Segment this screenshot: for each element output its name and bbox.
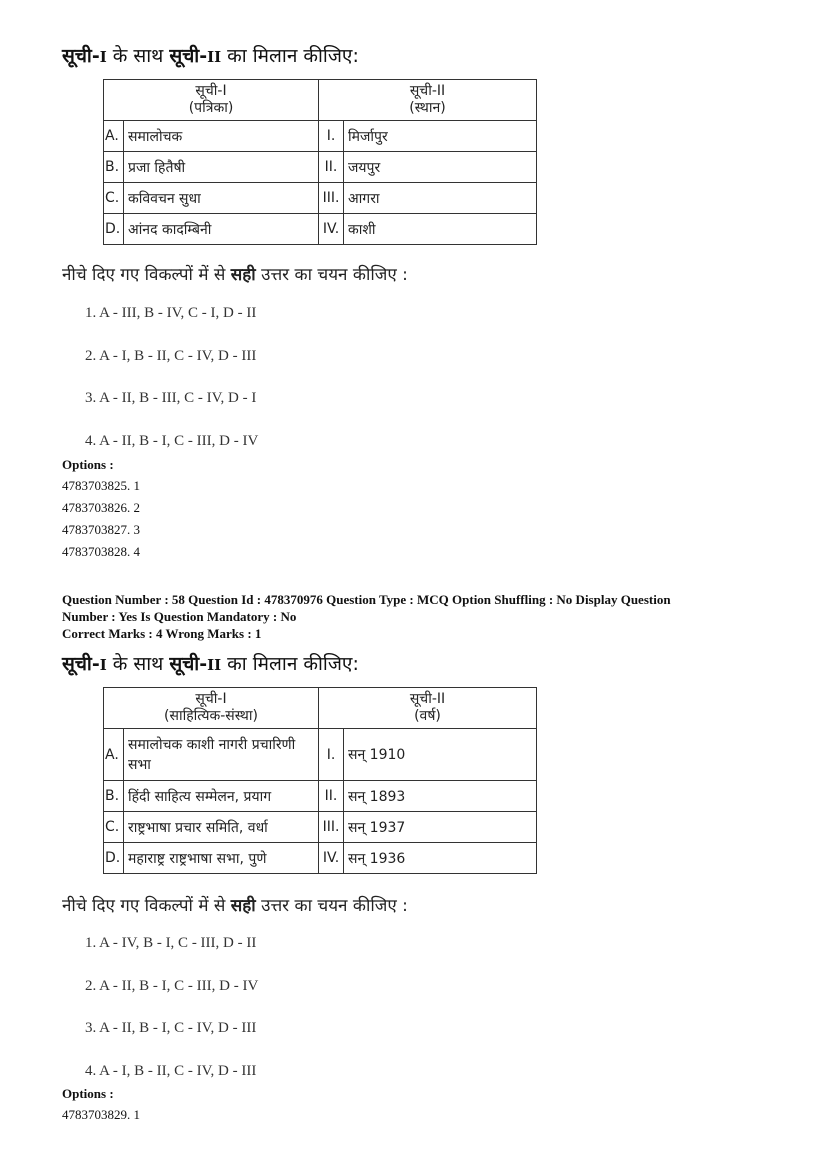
row-label: B. xyxy=(104,781,124,812)
q1-choice-4: 4. A - II, B - I, C - III, D - IV xyxy=(85,433,259,449)
row-label: III. xyxy=(319,812,344,843)
q1-match-table xyxy=(103,79,537,245)
row-label: C. xyxy=(104,812,124,843)
q2-meta-line: Number : Yes Is Question Mandatory : No xyxy=(62,609,297,624)
q1-col1-header xyxy=(104,80,319,121)
row-label: A. xyxy=(104,729,124,781)
q2-title-part: II xyxy=(207,656,222,674)
q1-title-part: II xyxy=(207,48,222,66)
q2-instruction xyxy=(62,893,408,916)
q1-title-part: I xyxy=(99,48,107,66)
q1-col1-sub: (पत्रिका) xyxy=(188,100,234,116)
table-row xyxy=(104,121,537,152)
row-item: जयपुर xyxy=(344,152,537,183)
instr-part: सही xyxy=(230,265,256,285)
option-id: 4783703828. 4 xyxy=(62,544,140,559)
instr-part: उत्तर का चयन कीजिए : xyxy=(255,896,408,916)
q1-choice-1: 1. A - III, B - IV, C - I, D - II xyxy=(85,305,257,321)
option-id: 4783703829. 1 xyxy=(62,1107,140,1122)
row-label: IV. xyxy=(319,214,344,245)
instr-part: सही xyxy=(230,896,256,916)
instr-part: नीचे दिए गए विकल्पों में से xyxy=(62,265,231,285)
q1-choice-2: 2. A - I, B - II, C - IV, D - III xyxy=(85,348,257,364)
q2-title-part: सूची- xyxy=(169,653,208,675)
option-id: 4783703825. 1 xyxy=(62,478,140,493)
q2-choice-3: 3. A - II, B - I, C - IV, D - III xyxy=(85,1020,257,1036)
q2-col2-header xyxy=(319,688,537,729)
q2-choice-2: 2. A - II, B - I, C - III, D - IV xyxy=(85,978,259,994)
row-label: A. xyxy=(104,121,124,152)
row-label: B. xyxy=(104,152,124,183)
q2-col2-sub: (वर्ष) xyxy=(414,708,441,724)
row-label: I. xyxy=(319,121,344,152)
q1-instruction xyxy=(62,262,408,285)
table-row xyxy=(104,214,537,245)
q1-title-part: के साथ xyxy=(106,45,170,67)
q2-col1-sub: (साहित्यिक-संस्था) xyxy=(164,708,258,724)
q1-col2-header xyxy=(319,80,537,121)
row-item: आगरा xyxy=(344,183,537,214)
table-row xyxy=(104,152,537,183)
q2-title-part: I xyxy=(99,656,107,674)
row-item: हिंदी साहित्य सम्मेलन, प्रयाग xyxy=(124,781,319,812)
table-row xyxy=(104,729,537,781)
row-item: सन् 1936 xyxy=(344,843,537,874)
q2-title-part: के साथ xyxy=(106,653,170,675)
row-item: महाराष्ट्र राष्ट्रभाषा सभा, पुणे xyxy=(124,843,319,874)
option-id: 4783703826. 2 xyxy=(62,500,140,515)
q1-col1-head: सूची-I xyxy=(195,83,227,99)
q1-choice-3: 3. A - II, B - III, C - IV, D - I xyxy=(85,390,257,406)
row-label: II. xyxy=(319,152,344,183)
q1-title-part: सूची- xyxy=(169,45,208,67)
row-label: II. xyxy=(319,781,344,812)
instr-part: उत्तर का चयन कीजिए : xyxy=(255,265,408,285)
row-label: III. xyxy=(319,183,344,214)
row-label: IV. xyxy=(319,843,344,874)
row-label: D. xyxy=(104,214,124,245)
q2-meta-line: Question Number : 58 Question Id : 478370976 Question Type : MCQ Option Shuffling : No Display Question xyxy=(62,592,671,607)
row-item: राष्ट्रभाषा प्रचार समिति, वर्धा xyxy=(124,812,319,843)
table-row xyxy=(104,843,537,874)
q2-col1-head: सूची-I xyxy=(195,691,227,707)
q1-col2-sub: (स्थान) xyxy=(409,100,446,116)
row-label: I. xyxy=(319,729,344,781)
table-row xyxy=(104,183,537,214)
q2-title-part: का मिलान कीजिए: xyxy=(221,653,359,675)
row-item: सन् 1893 xyxy=(344,781,537,812)
table-row xyxy=(104,781,537,812)
q2-col2-head: सूची-II xyxy=(409,691,446,707)
q2-col1-header xyxy=(104,688,319,729)
table-row xyxy=(104,812,537,843)
row-item: कविवचन सुधा xyxy=(124,183,319,214)
q2-options-label: Options : xyxy=(62,1086,114,1101)
q1-title-part: सूची- xyxy=(62,45,100,67)
row-item: प्रजा हितैषी xyxy=(124,152,319,183)
q2-choice-1: 1. A - IV, B - I, C - III, D - II xyxy=(85,935,257,951)
row-item: मिर्जापुर xyxy=(344,121,537,152)
q1-options-label: Options : xyxy=(62,457,114,472)
row-item: सन् 1937 xyxy=(344,812,537,843)
row-item: समालोचक xyxy=(124,121,319,152)
q1-col2-head: सूची-II xyxy=(409,83,446,99)
q2-title xyxy=(62,650,359,676)
q2-match-table xyxy=(103,687,537,874)
row-label: D. xyxy=(104,843,124,874)
q1-title-part: का मिलान कीजिए: xyxy=(221,45,359,67)
option-id: 4783703827. 3 xyxy=(62,522,140,537)
q2-title-part: सूची- xyxy=(62,653,100,675)
row-item: आंनद कादम्बिनी xyxy=(124,214,319,245)
q2-meta xyxy=(62,591,782,642)
q1-title xyxy=(62,42,359,68)
row-item: काशी xyxy=(344,214,537,245)
row-item: सन् 1910 xyxy=(344,729,537,781)
row-item: समालोचक काशी नागरी प्रचारिणी सभा xyxy=(124,729,319,781)
q2-choice-4: 4. A - I, B - II, C - IV, D - III xyxy=(85,1063,257,1079)
row-label: C. xyxy=(104,183,124,214)
q2-meta-line: Correct Marks : 4 Wrong Marks : 1 xyxy=(62,626,262,641)
instr-part: नीचे दिए गए विकल्पों में से xyxy=(62,896,231,916)
